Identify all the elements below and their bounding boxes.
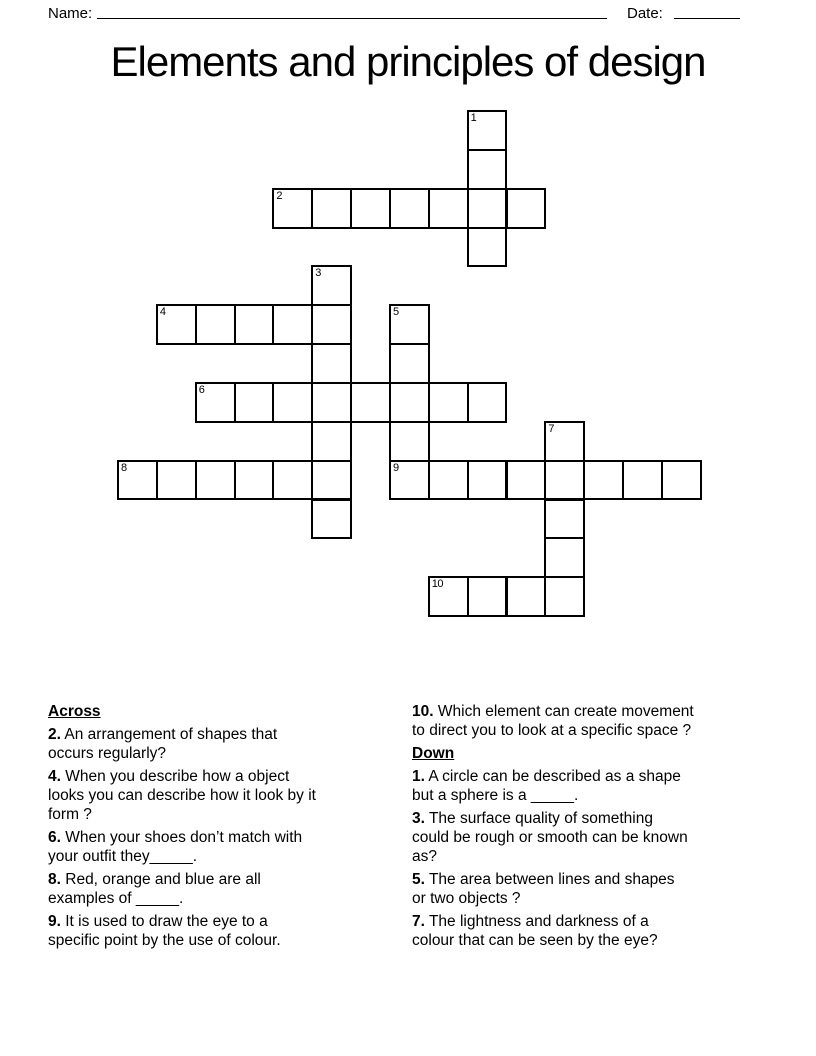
grid-cell[interactable] <box>389 460 430 501</box>
grid-cell[interactable] <box>544 576 585 617</box>
grid-cell[interactable] <box>467 227 508 268</box>
grid-cell[interactable] <box>156 304 197 345</box>
grid-cell[interactable] <box>350 188 391 229</box>
cell-number: 2 <box>276 189 283 202</box>
name-label: Name: <box>48 5 93 22</box>
grid-cell[interactable] <box>506 188 547 229</box>
clue-text-line: looks you can describe how it look by it <box>48 787 316 804</box>
grid-cell[interactable] <box>467 188 508 229</box>
grid-cell[interactable] <box>156 460 197 501</box>
grid-cell[interactable] <box>311 265 352 306</box>
cell-number: 7 <box>548 422 554 435</box>
clue-item <box>412 870 780 908</box>
clue-item <box>412 702 780 740</box>
clue-text-line: colour that can be seen by the eye? <box>412 932 658 949</box>
across-clues-left-slot <box>48 725 416 950</box>
grid-cell[interactable] <box>583 460 624 501</box>
clue-number: 1. <box>412 768 425 785</box>
cell-number: 6 <box>198 383 205 396</box>
clue-text-line: When you describe how a object <box>65 768 290 785</box>
clue-number: 7. <box>412 913 425 930</box>
grid-cell[interactable] <box>661 460 702 501</box>
grid-cell[interactable] <box>350 382 391 423</box>
clue-text-line: or two objects ? <box>412 890 521 907</box>
clue-number: 4. <box>48 768 61 785</box>
cell-number: 1 <box>470 112 477 124</box>
name-blank-line[interactable] <box>97 1 607 19</box>
grid-cell[interactable] <box>311 421 352 462</box>
grid-cell[interactable] <box>389 382 430 423</box>
grid-cell[interactable] <box>544 537 585 578</box>
cell-number: 5 <box>392 306 399 319</box>
clue-text-line: The surface quality of something <box>428 810 653 827</box>
grid-cell[interactable] <box>311 188 352 229</box>
date-label: Date: <box>627 5 663 22</box>
clue-text-line: your outfit they_____. <box>48 848 198 865</box>
clue-text-line: examples of _____. <box>48 890 184 907</box>
grid-cell[interactable] <box>389 343 430 384</box>
grid-cell[interactable] <box>467 149 508 190</box>
clue-text-line: to direct you to look at a specific space ? <box>412 722 692 739</box>
down-clues-slot <box>412 767 780 950</box>
grid-cell[interactable] <box>272 304 313 345</box>
grid-cell[interactable] <box>234 304 275 345</box>
clue-text-line: occurs regularly? <box>48 745 167 762</box>
clue-text-line: The area between lines and shapes <box>428 871 675 888</box>
crossword-grid <box>117 110 703 618</box>
cell-number: 8 <box>121 461 127 474</box>
grid-cell[interactable] <box>311 499 352 540</box>
grid-cell[interactable] <box>311 382 352 423</box>
grid-cell[interactable] <box>467 460 508 501</box>
clues-right-column <box>412 702 780 954</box>
grid-cell[interactable] <box>544 460 585 501</box>
clue-text-line: A circle can be described as a shape <box>428 768 681 785</box>
grid-cell[interactable] <box>234 460 275 501</box>
clues-section <box>0 702 816 1002</box>
clue-item <box>48 912 416 950</box>
clue-number: 5. <box>412 871 425 888</box>
grid-cell[interactable] <box>544 499 585 540</box>
clue-item <box>48 828 416 866</box>
grid-cell[interactable] <box>428 576 469 617</box>
grid-cell[interactable] <box>467 576 508 617</box>
grid-cell[interactable] <box>234 382 275 423</box>
clue-text-line: Red, orange and blue are all <box>65 871 261 888</box>
clue-number: 3. <box>412 810 425 827</box>
clue-number: 6. <box>48 829 61 846</box>
grid-cell[interactable] <box>389 304 430 345</box>
clue-text-line: An arrangement of shapes that <box>64 726 278 743</box>
clue-text-line: When your shoes don’t match with <box>65 829 303 846</box>
grid-cell[interactable] <box>272 382 313 423</box>
grid-cell[interactable] <box>311 343 352 384</box>
grid-cell[interactable] <box>544 421 585 462</box>
clue-item <box>48 767 416 824</box>
clue-item <box>412 767 780 805</box>
clue-number: 9. <box>48 913 61 930</box>
grid-cell[interactable] <box>389 188 430 229</box>
clue-item <box>412 912 780 950</box>
grid-cell[interactable] <box>467 110 508 151</box>
cell-number: 4 <box>159 306 166 319</box>
grid-cell[interactable] <box>117 460 158 501</box>
grid-cell[interactable] <box>272 188 313 229</box>
clue-item <box>48 725 416 763</box>
across-heading: Across <box>48 703 101 720</box>
grid-cell[interactable] <box>428 460 469 501</box>
clue-text-line: It is used to draw the eye to a <box>65 913 268 930</box>
grid-cell[interactable] <box>506 460 547 501</box>
grid-cell[interactable] <box>622 460 663 501</box>
grid-cell[interactable] <box>272 460 313 501</box>
grid-cell[interactable] <box>428 382 469 423</box>
clue-text-line: The lightness and darkness of a <box>428 913 649 930</box>
clue-number: 8. <box>48 871 61 888</box>
cell-number: 9 <box>392 461 399 474</box>
clue-item <box>412 809 780 866</box>
clue-text-line: form ? <box>48 806 92 823</box>
grid-cell[interactable] <box>467 382 508 423</box>
clue-number: 2. <box>48 726 61 743</box>
grid-cell[interactable] <box>428 188 469 229</box>
clue-text-line: specific point by the use of colour. <box>48 932 281 949</box>
grid-cell[interactable] <box>195 460 236 501</box>
clue-text-line: but a sphere is a _____. <box>412 787 579 804</box>
grid-cell[interactable] <box>506 576 547 617</box>
cell-number: 10 <box>431 578 444 591</box>
grid-cell[interactable] <box>311 304 352 345</box>
cell-number: 3 <box>315 267 321 280</box>
clue-text-line: Which element can create movement <box>437 703 694 720</box>
across-clues-right-slot <box>412 702 780 740</box>
clue-number: 10. <box>412 703 434 720</box>
page-title: Elements and principles of design <box>110 38 706 85</box>
grid-cell[interactable] <box>311 460 352 501</box>
grid-cell[interactable] <box>195 304 236 345</box>
clue-text-line: could be rough or smooth can be known <box>412 829 688 846</box>
grid-cell[interactable] <box>195 382 236 423</box>
clues-left-column <box>48 702 416 954</box>
clue-text-line: as? <box>412 848 437 865</box>
down-heading: Down <box>412 745 455 762</box>
grid-cell[interactable] <box>389 421 430 462</box>
date-blank-line[interactable] <box>674 1 740 19</box>
clue-item <box>48 870 416 908</box>
